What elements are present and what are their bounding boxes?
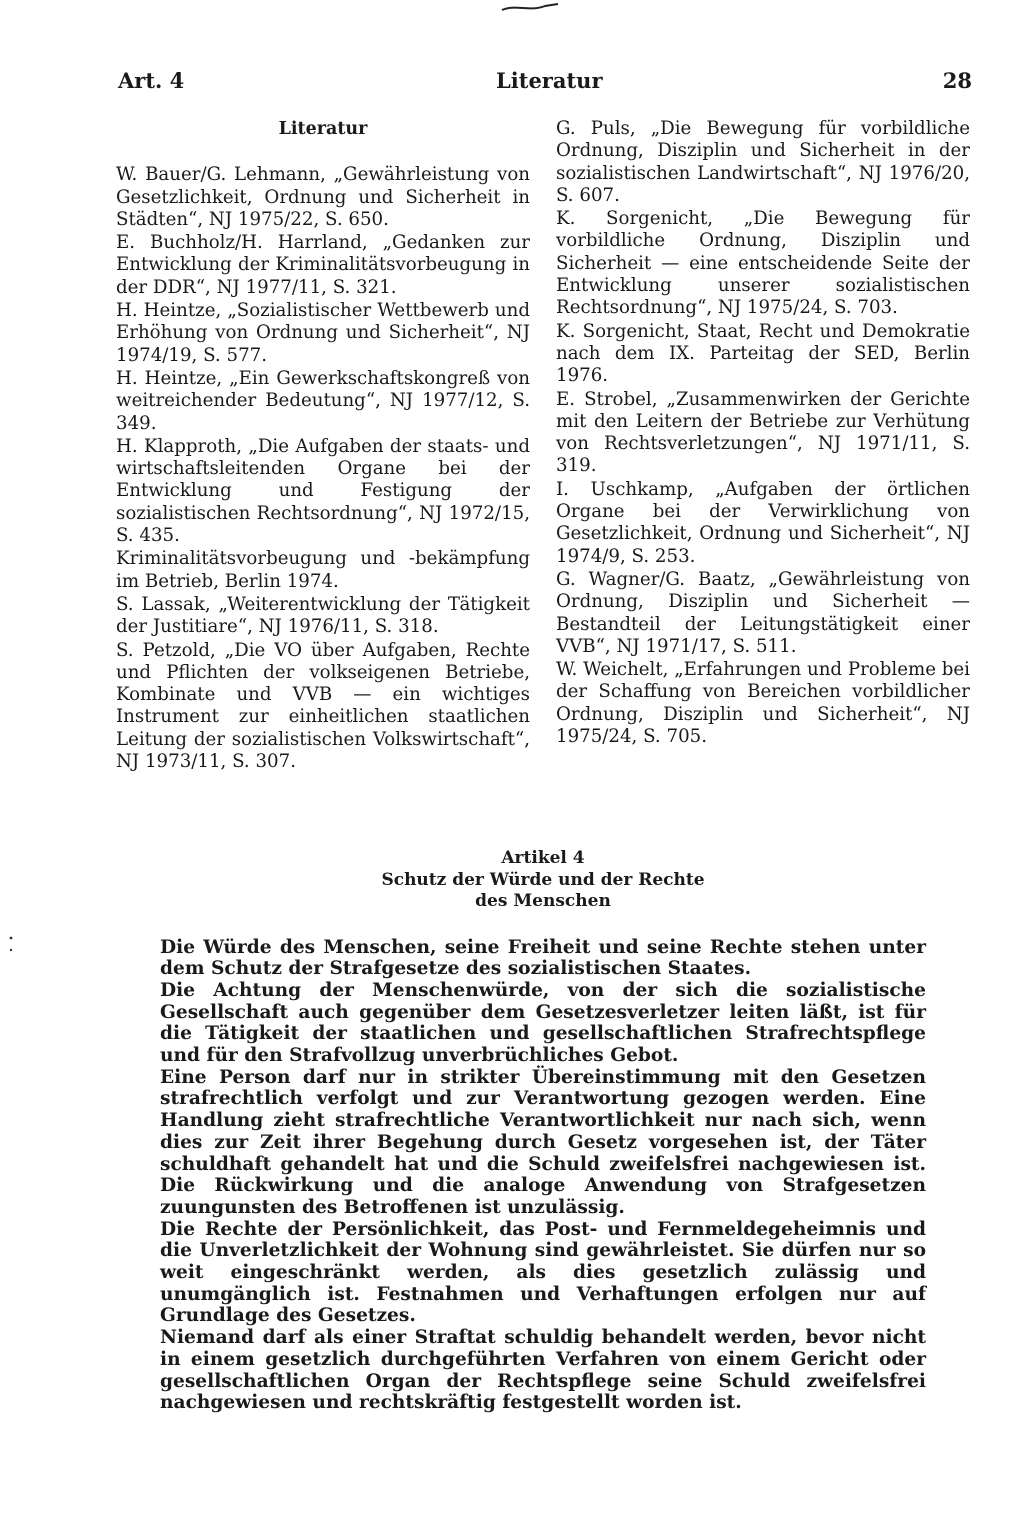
reference-item: H. Heintze, „Sozialistischer Wettbewerb und Erhöhung von Ordnung und Sicherheit“, NJ 1974/19, S. 577. (116, 300, 530, 366)
reference-item: W. Weichelt, „Erfahrungen und Probleme bei der Schaffung von Bereichen vorbildlicher Ordnung, Disziplin und Sicherheit“, NJ 1975/24, S. 705. (556, 659, 970, 748)
literature-heading: Literatur (278, 119, 368, 139)
reference-item: G. Puls, „Die Bewegung für vorbildliche Ordnung, Disziplin und Sicherheit in der sozialistischen Landwirtschaft“, NJ 1976/20, S. 607. (556, 118, 970, 206)
article-number: Artikel 4 (501, 848, 585, 868)
article-reference: Art. 4 (118, 68, 185, 93)
reference-item: E. Strobel, „Zusammenwirken der Gerichte mit den Leitern der Betriebe zur Verhütung von Rechtsverletzungen“, NJ 1971/11, S. 319. (556, 388, 970, 477)
page-number: 28 (942, 68, 972, 93)
article-paragraph: Niemand darf als einer Straftat schuldig behandelt werden, bevor nicht in einem gesetzlich durchgeführten Verfahren von einem Gericht oder gesellschaftlichen Organ der Rechtspflege seine Schuld zweifelsfrei nachgewiesen und rechtskräftig festgestellt worden ist. (160, 1327, 926, 1414)
reference-item: G. Wagner/G. Baatz, „Gewährleistung von Ordnung, Disziplin und Sicherheit — Bestandteil der Leitungstätigkeit einer VVB“, NJ 1971/17, S. 511. (556, 568, 970, 657)
reference-item: K. Sorgenicht, „Die Bewegung für vorbildliche Ordnung, Disziplin und Sicherheit — eine entscheidende Seite der Entwicklung unserer sozialistischen Rechtsordnung“, NJ 1975/24, S. 703. (556, 208, 970, 319)
reference-item: S. Lassak, „Weiterentwicklung der Tätigkeit der Justitiare“, NJ 1976/11, S. 318. (116, 593, 530, 638)
reference-item: I. Uschkamp, „Aufgaben der örtlichen Organe bei der Verwirklichung von Gesetzlichkeit, Ordnung und Sicherheit“, NJ 1974/9, S. 253. (556, 478, 970, 567)
reference-item: E. Buchholz/H. Harrland, „Gedanken zur Entwicklung der Kriminalitätsvorbeugung in der DDR“, NJ 1977/11, S. 321. (116, 232, 530, 298)
article-paragraph: Eine Person darf nur in strikter Übereinstimmung mit den Gesetzen strafrechtlich verfolgt und zur Verantwortung gezogen werden. Eine Handlung zieht strafrechtliche Verantwortlichkeit nur nach sich, wenn dies zur Zeit ihrer Begehung durch Gesetz vorgesehen ist, der Täter schuldhaft gehandelt hat und die Schuld zweifelsfrei nachgewiesen ist. Die Rückwirkung und die analoge Anwendung von Strafgesetzen zuungunsten des Betroffenen ist unzulässig. (160, 1066, 926, 1218)
literature-column-left (116, 118, 530, 773)
article-title-line: Schutz der Würde und der Rechte (381, 869, 705, 890)
article-paragraph: Die Achtung der Menschenwürde, von der sich die sozialistische Gesellschaft auch gegenüber dem Gesetzesverletzer leiten läßt, ist für die Tätigkeit der staatlichen und gesellschaftlichen Strafrechtspflege und für den Strafvollzug unverbrüchliches Gebot. (160, 979, 926, 1067)
article-paragraph: Die Würde des Menschen, seine Freiheit und seine Rechte stehen unter dem Schutz der Strafgesetze des sozialistischen Staates. (160, 936, 926, 980)
article-section (160, 848, 926, 1414)
reference-item: H. Klapproth, „Die Aufgaben der staats- und wirtschaftsleitenden Organe bei der Entwicklung und Festigung der sozialistischen Rechtsordnung“, NJ 1972/15, S. 435. (116, 435, 530, 547)
article-title-line: des Menschen (475, 891, 611, 911)
scan-artifact-dots (8, 930, 14, 960)
reference-item: K. Sorgenicht, Staat, Recht und Demokratie nach dem IX. Parteitag der SED, Berlin 1976. (556, 320, 970, 387)
article-paragraph: Die Rechte der Persönlichkeit, das Post- und Fernmeldegeheimnis und die Unverletzlichkeit der Wohnung sind gewährleistet. Sie dürfen nur so weit eingeschränkt werden, als dies gesetzlich zulässig und unumgänglich ist. Festnahmen und Verhaftungen erfolgen nur auf Grundlage des Gesetzes. (160, 1218, 926, 1327)
reference-item: W. Bauer/G. Lehmann, „Gewährleistung von Gesetzlichkeit, Ordnung und Sicherheit in Städten“, NJ 1975/22, S. 650. (116, 164, 530, 230)
literature-column-right (556, 118, 970, 748)
scan-artifact-mark (500, 0, 560, 16)
article-heading (160, 848, 926, 913)
running-title: Literatur (496, 68, 603, 93)
reference-item: S. Petzold, „Die VO über Aufgaben, Rechte und Pflichten der volkseigenen Betriebe, Kombinate und VVB — ein wichtiges Instrument zur einheitlichen staatlichen Leitung der sozialistischen Volkswirtschaft“, NJ 1973/11, S. 307. (116, 639, 530, 773)
reference-item: Kriminalitätsvorbeugung und -bekämpfung im Betrieb, Berlin 1974. (116, 548, 530, 592)
page-header (118, 68, 972, 108)
reference-item: H. Heintze, „Ein Gewerkschaftskongreß von weitreichender Bedeutung“, NJ 1977/12, S. 349. (116, 367, 530, 434)
